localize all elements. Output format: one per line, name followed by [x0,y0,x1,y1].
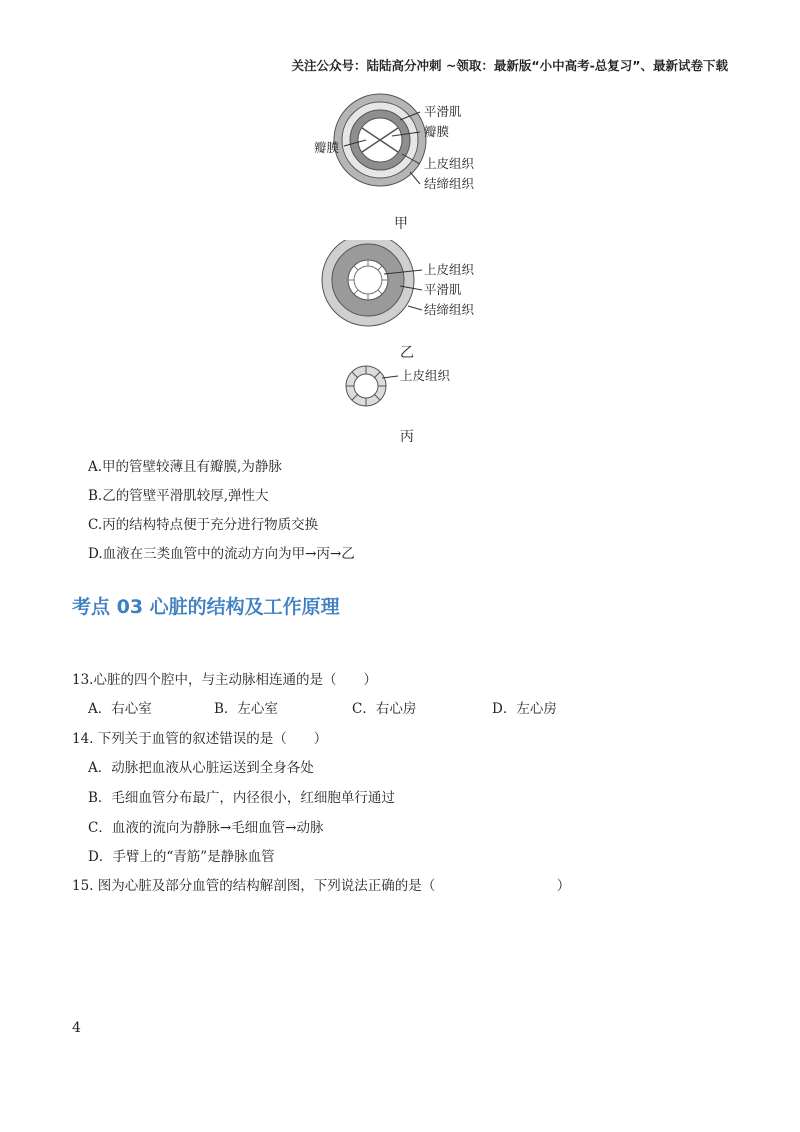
q13-stem: 13.心脏的四个腔中，与主动脉相连通的是（ ） [72,672,377,688]
figure-yi-label-epithelium: 上皮组织 [424,262,475,277]
q12-option-c: C.丙的结构特点便于充分进行物质交换 [88,517,319,533]
figure-bing-capillary-diagram [342,362,462,408]
q12-option-d: D.血液在三类血管中的流动方向为甲→丙→乙 [88,546,355,562]
figure-jia-label-valve-left: 瓣膜 [314,140,340,155]
q13-option-b: B．左心室 [214,701,278,717]
q13-option-a: A．右心室 [88,701,152,717]
q12-option-a: A.甲的管壁较薄且有瓣膜,为静脉 [88,459,282,475]
figure-jia-label-connective: 结缔组织 [424,176,475,191]
figure-yi-caption: 乙 [400,345,414,361]
page-header-promo: 关注公众号：陆陆高分冲刺 ~领取：最新版“小中高考-总复习”、最新试卷下载 [291,58,728,73]
figure-jia-caption: 甲 [394,216,408,232]
figure-jia-label-valve: 瓣膜 [424,124,450,139]
q14-option-c: C．血液的流向为静脉→毛细血管→动脉 [88,820,324,836]
figure-yi-label-connective: 结缔组织 [424,302,475,317]
figure-jia-label-smooth-muscle: 平滑肌 [424,104,462,119]
figure-jia-vein-diagram [300,88,500,198]
figure-yi-label-smooth-muscle: 平滑肌 [424,282,462,297]
q14-option-b: B．毛细血管分布最广，内径很小，红细胞单行通过 [88,790,395,806]
figure-jia-label-epithelium: 上皮组织 [424,156,475,171]
figure-bing-label-epithelium: 上皮组织 [400,368,451,383]
q15-stem: 15. 图为心脏及部分血管的结构解剖图，下列说法正确的是（ ） [72,878,571,894]
q13-option-c: C．右心房 [352,701,417,717]
q14-option-a: A．动脉把血液从心脏运送到全身各处 [88,760,314,776]
q12-option-b: B.乙的管壁平滑肌较厚,弹性大 [88,488,269,504]
q13-option-d: D．左心房 [492,701,557,717]
figure-yi-artery-diagram [318,240,488,330]
figure-bing-caption: 丙 [400,429,414,445]
page-number: 4 [72,1020,81,1036]
section-title: 考点 03 心脏的结构及工作原理 [72,596,340,618]
q14-option-d: D．手臂上的“青筋”是静脉血管 [88,849,275,865]
q14-stem: 14. 下列关于血管的叙述错误的是（ ） [72,731,328,747]
